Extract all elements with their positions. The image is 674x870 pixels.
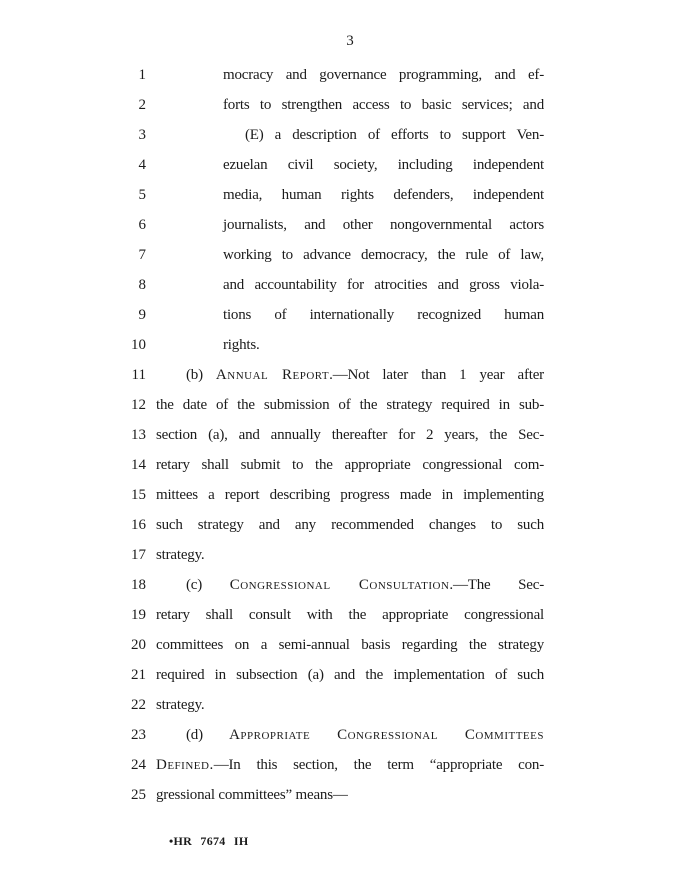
body-text: mittees a report describing progress made in implementing bbox=[156, 487, 544, 503]
body-text: working to advance democracy, the rule of law, bbox=[223, 247, 544, 263]
line-text bbox=[156, 720, 544, 750]
line-row bbox=[0, 90, 674, 120]
line-number: 4 bbox=[138, 157, 146, 173]
body-text: forts to strengthen access to basic services; and bbox=[223, 97, 544, 113]
line-number: 16 bbox=[131, 517, 146, 533]
line-text bbox=[156, 240, 544, 270]
line-row bbox=[0, 150, 674, 180]
small-caps-text: Congressional Consultation bbox=[229, 577, 450, 593]
line-number: 21 bbox=[131, 667, 146, 683]
line-number: 2 bbox=[138, 97, 146, 113]
line-number: 20 bbox=[131, 637, 146, 653]
line-number: 22 bbox=[131, 697, 146, 713]
line-row bbox=[0, 660, 674, 690]
line-number: 13 bbox=[131, 427, 146, 443]
body-text: ezuelan civil society, including independent bbox=[223, 157, 544, 173]
line-row bbox=[0, 240, 674, 270]
line-row bbox=[0, 600, 674, 630]
line-text bbox=[156, 330, 544, 360]
line-text bbox=[156, 210, 544, 240]
line-row bbox=[0, 210, 674, 240]
line-row bbox=[0, 450, 674, 480]
body-text: section (a), and annually thereafter for 2 years, the Sec- bbox=[156, 427, 544, 443]
body-text: mocracy and governance programming, and ef- bbox=[223, 67, 544, 83]
line-text bbox=[156, 600, 544, 630]
body-text: (c) bbox=[186, 577, 230, 593]
line-text bbox=[156, 360, 544, 390]
line-number: 6 bbox=[138, 217, 146, 233]
line-number: 10 bbox=[131, 337, 146, 353]
body-text: retary shall consult with the appropriate congressional bbox=[156, 607, 544, 623]
line-row bbox=[0, 300, 674, 330]
body-text: (b) bbox=[186, 367, 216, 383]
body-text: (d) bbox=[186, 727, 230, 743]
line-row bbox=[0, 420, 674, 450]
line-row bbox=[0, 180, 674, 210]
line-number: 15 bbox=[131, 487, 146, 503]
body-text: .—The Sec- bbox=[449, 577, 544, 593]
line-row bbox=[0, 360, 674, 390]
body-text: strategy. bbox=[156, 547, 205, 563]
line-number: 5 bbox=[138, 187, 146, 203]
line-text bbox=[156, 690, 544, 720]
line-number: 14 bbox=[131, 457, 146, 473]
line-number: 11 bbox=[131, 367, 146, 383]
body-text: .—Not later than 1 year after bbox=[329, 367, 544, 383]
body-text: —In this section, the term “appropriate con- bbox=[213, 757, 544, 773]
body-text: the date of the submission of the strategy required in sub- bbox=[156, 397, 544, 413]
line-text bbox=[156, 60, 544, 90]
line-row bbox=[0, 690, 674, 720]
line-number: 17 bbox=[131, 547, 146, 563]
line-text bbox=[156, 90, 544, 120]
document-lines bbox=[0, 60, 674, 810]
body-text: tions of internationally recognized human bbox=[223, 307, 544, 323]
small-caps-text: Annual Report bbox=[215, 367, 330, 383]
line-text bbox=[156, 750, 544, 780]
line-text bbox=[156, 270, 544, 300]
line-row bbox=[0, 570, 674, 600]
line-row bbox=[0, 270, 674, 300]
line-row bbox=[0, 60, 674, 90]
line-text bbox=[156, 570, 544, 600]
line-text bbox=[156, 660, 544, 690]
line-row bbox=[0, 330, 674, 360]
body-text: retary shall submit to the appropriate congressional com- bbox=[156, 457, 544, 473]
line-text bbox=[156, 390, 544, 420]
line-text bbox=[156, 630, 544, 660]
line-row bbox=[0, 630, 674, 660]
line-row bbox=[0, 120, 674, 150]
line-text bbox=[156, 540, 544, 570]
line-number: 23 bbox=[131, 727, 146, 743]
body-text: (E) a description of efforts to support Ven- bbox=[245, 127, 544, 143]
body-text: journalists, and other nongovernmental actors bbox=[223, 217, 544, 233]
page-number: 3 bbox=[346, 33, 354, 49]
line-text bbox=[156, 450, 544, 480]
line-row bbox=[0, 540, 674, 570]
bill-footer: •HR 7674 IH bbox=[169, 834, 249, 848]
body-text: and accountability for atrocities and gross viola- bbox=[223, 277, 544, 293]
line-number: 1 bbox=[138, 67, 146, 83]
body-text: committees on a semi-annual basis regarding the strategy bbox=[156, 637, 544, 653]
line-row bbox=[0, 510, 674, 540]
line-number: 7 bbox=[138, 247, 146, 263]
line-text bbox=[156, 120, 544, 150]
body-text: gressional committees” means— bbox=[156, 787, 348, 803]
body-text: rights. bbox=[223, 337, 260, 353]
line-text bbox=[156, 480, 544, 510]
body-text: required in subsection (a) and the implementation of such bbox=[156, 667, 544, 683]
line-row bbox=[0, 720, 674, 750]
line-number: 3 bbox=[138, 127, 146, 143]
line-number: 8 bbox=[138, 277, 146, 293]
body-text: media, human rights defenders, independent bbox=[223, 187, 544, 203]
line-text bbox=[156, 150, 544, 180]
line-number: 19 bbox=[131, 607, 146, 623]
line-text bbox=[156, 300, 544, 330]
line-number: 25 bbox=[131, 787, 146, 803]
small-caps-text: Appropriate Congressional Committees bbox=[229, 727, 544, 743]
line-row bbox=[0, 780, 674, 810]
line-number: 24 bbox=[131, 757, 146, 773]
line-number: 12 bbox=[131, 397, 146, 413]
line-row bbox=[0, 480, 674, 510]
line-row bbox=[0, 390, 674, 420]
body-text: strategy. bbox=[156, 697, 205, 713]
line-text bbox=[156, 780, 544, 810]
line-text bbox=[156, 510, 544, 540]
line-number: 9 bbox=[138, 307, 146, 323]
line-number: 18 bbox=[131, 577, 146, 593]
small-caps-text: Defined. bbox=[156, 757, 214, 773]
line-row bbox=[0, 750, 674, 780]
line-text bbox=[156, 180, 544, 210]
body-text: such strategy and any recommended changes to such bbox=[156, 517, 544, 533]
line-text bbox=[156, 420, 544, 450]
